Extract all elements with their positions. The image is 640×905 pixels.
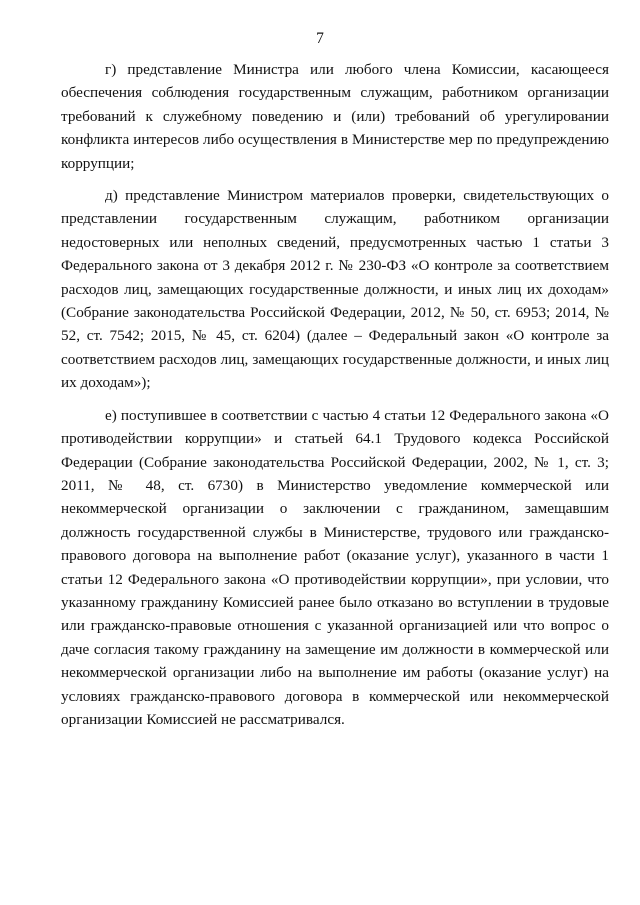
document-body xyxy=(61,58,609,740)
paragraph-g: г) представление Министра или любого члена Комиссии, касающееся обеспечения соблюдения государственным служащим, работником организации требований к служебному поведению и (или) требований об урегулировании конфликта интересов либо осуществления в Министерстве мер по предупреждению коррупции; xyxy=(61,61,609,172)
paragraph-d: д) представление Министром материалов проверки, свидетельствующих о представлении государственным служащим, работником организации недостоверных или неполных сведений, предусмотренных частью 1 статьи 3 Федерального закона от 3 декабря 2012 г. № 230-ФЗ «О контроле за соответствием расходов лиц, замещающих государственные должности, и иных лиц их доходам» (Собрание законодательства Российской Федерации, 2012, № 50, ст. 6953; 2014, № 52, ст. 7542; 2015, № 45, ст. 6204) (далее – Федеральный закон «О контроле за соответствием расходов лиц, замещающих государственные должности, и иных лиц их доходам»); xyxy=(61,187,609,392)
page-number: 7 xyxy=(316,30,324,47)
paragraph-e: е) поступившее в соответствии с частью 4 статьи 12 Федерального закона «О противодействии коррупции» и статьей 64.1 Трудового кодекса Российской Федерации (Собрание законодательства Российской Федерации, 2002, № 1, ст. 3; 2011, № 48, ст. 6730) в Министерство уведомление коммерческой или некоммерческой организации о заключении с гражданином, замещавшим должность государственной службы в Министерстве, трудового или гражданско-правового договора на выполнение работ (оказание услуг), указанного в части 1 статьи 12 Федерального закона «О противодействии коррупции», при условии, что указанному гражданину Комиссией ранее было отказано во вступлении в трудовые или гражданско-правовые отношения с указанной организацией или что вопрос о даче согласия такому гражданину на замещение им должности в коммерческой или некоммерческой организации либо на выполнение им работы (оказание услуг) на условиях гражданско-правового договора в коммерческой или некоммерческой организации Комиссией не рассматривался. xyxy=(61,406,609,728)
